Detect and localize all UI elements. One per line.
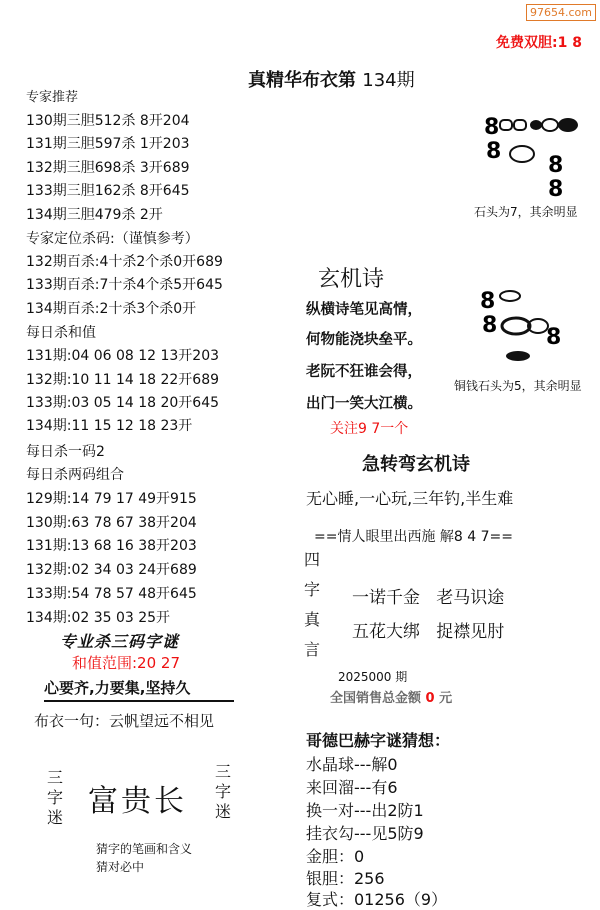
buyi-line: 布衣一句：云帆望远不相见: [34, 712, 215, 730]
sum-range: 和值范围:20 27: [72, 654, 180, 672]
daily-kill-two-title: 每日杀两码组合: [26, 467, 124, 483]
svg-text:8: 8: [486, 139, 502, 164]
list-item: 挂衣勾---见5防9: [306, 824, 424, 843]
list-item: 129期:14 79 17 49开915: [26, 491, 197, 507]
idiom-row-1: 一诺千金 老马识途: [352, 588, 505, 608]
svg-text:8: 8: [480, 289, 496, 314]
riddle-word: 富贵长: [88, 784, 187, 819]
site-badge[interactable]: 97654.com: [526, 4, 596, 21]
list-item: 132期:10 11 14 18 22开689: [26, 372, 220, 388]
lover-line: ==情人眼里出西施 解8 4 7==: [314, 529, 513, 545]
list-item: 134期三胆479杀 2开: [26, 207, 163, 223]
issue-number: 2025000 期: [338, 670, 408, 684]
list-item: 133期:54 78 57 48开645: [26, 586, 197, 602]
slogan: 心要齐,力要集,坚持久: [44, 677, 234, 702]
turn-line: 无心睡,一心玩,三年钓,半生难: [306, 489, 514, 508]
poem-line: 纵横诗笔见高情，: [306, 302, 422, 318]
list-item: 130期三胆512杀 8开204: [26, 113, 190, 129]
list-item: 132期:02 34 03 24开689: [26, 562, 197, 578]
svg-text:8: 8: [548, 177, 564, 202]
list-item: 132期百杀:4十杀2个杀0开689: [26, 254, 223, 270]
list-item: 131期:04 06 08 12 13开203: [26, 348, 220, 364]
three-char-riddle-left: 三 字 迷: [46, 768, 63, 827]
list-item: 来回溜---有6: [306, 778, 398, 797]
poem-line: 何物能浇块垒平。: [306, 332, 422, 348]
stone-caption-1: 石头为7，其余明显: [474, 205, 578, 219]
free-double-text: 免费双胆:1 8: [496, 35, 582, 51]
stones-image-2: [480, 286, 590, 366]
list-item: 130期:63 78 67 38开204: [26, 515, 197, 531]
stone-caption-2: 铜钱石头为5，其余明显: [454, 379, 582, 393]
goldbach-title: 哥德巴赫字谜猜想：: [306, 731, 451, 750]
position-kill-title: 专家定位杀码:（谨慎参考）: [26, 231, 199, 247]
idiom-row-2: 五花大绑 捉襟见肘: [352, 622, 505, 642]
xuanji-title: 玄机诗: [318, 267, 385, 292]
list-item: 银胆：256: [306, 869, 385, 888]
list-item: 134期百杀:2十杀3个杀0开: [26, 301, 197, 317]
hint-1: 猜字的笔画和含义: [96, 842, 193, 856]
three-char-riddle-right: 三 字 迷: [214, 762, 231, 821]
list-item: 水晶球---解0: [306, 755, 398, 774]
svg-text:8: 8: [548, 153, 564, 178]
list-item: 132期三胆698杀 3开689: [26, 160, 190, 176]
daily-kill-one: 每日杀一码2: [26, 444, 105, 460]
page-title: [248, 66, 415, 92]
pro-riddle-title: 专业杀三码字谜: [60, 632, 180, 651]
four-char-vertical: 四 字 真 言: [304, 550, 321, 659]
list-item: 133期百杀:7十杀4个杀5开645: [26, 277, 223, 293]
title-issue: 134期: [362, 70, 415, 91]
svg-text:8: 8: [484, 115, 500, 140]
svg-text:8: 8: [482, 313, 498, 338]
daily-kill-sum-title: 每日杀和值: [26, 325, 96, 341]
list-item: 134期:02 35 03 25开: [26, 610, 171, 626]
list-item: 换一对---出2防1: [306, 801, 424, 820]
list-item: 131期:13 68 16 38开203: [26, 538, 197, 554]
expert-recommend-title: 专家推荐: [26, 90, 79, 105]
title-main: 真精华布衣第: [248, 70, 356, 91]
list-item: 金胆：0: [306, 847, 365, 866]
poem-line: 出门一笑大江横。: [306, 396, 422, 412]
list-item: 133期:03 05 14 18 20开645: [26, 395, 220, 411]
poem-line: 老阮不狂谁会得，: [306, 364, 422, 380]
follow-text: 关注9 7一个: [330, 421, 409, 437]
sales-line: 全国销售总金额 0 元: [330, 691, 453, 706]
hint-2: 猜对必中: [96, 860, 145, 874]
list-item: 133期三胆162杀 8开645: [26, 183, 190, 199]
turn-title: 急转弯玄机诗: [362, 454, 470, 475]
list-item: 131期三胆597杀 1开203: [26, 136, 190, 152]
list-item: 134期:11 15 12 18 23开: [26, 418, 193, 434]
list-item: 复式：01256（9）: [306, 890, 448, 909]
stones-image-1: [484, 110, 594, 202]
svg-text:8: 8: [546, 325, 562, 350]
